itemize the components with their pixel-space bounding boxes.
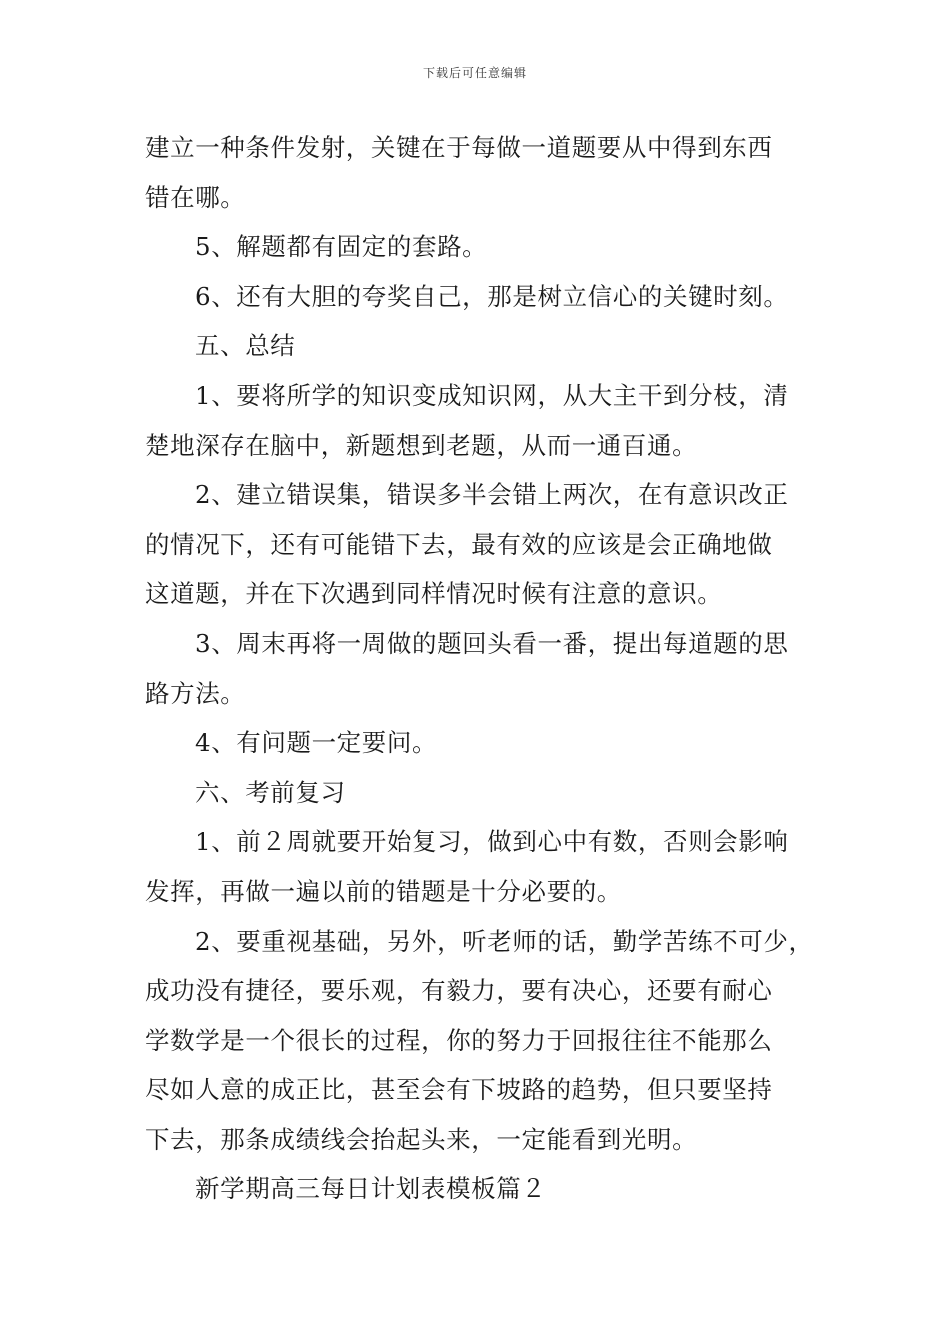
text-line: 建立一种条件发射，关键在于每做一道题要从中得到东西 bbox=[145, 133, 773, 162]
text-line: 4、有问题一定要问。 bbox=[195, 728, 438, 758]
text-line: 2、要重视基础，另外，听老师的话，勤学苦练不可少， bbox=[195, 926, 814, 956]
section-heading: 六、考前复习 bbox=[195, 777, 346, 807]
text-line: 5、解题都有固定的套路。 bbox=[195, 232, 488, 262]
section-title: 新学期高三每日计划表模板篇２ bbox=[195, 1174, 547, 1204]
section-heading: 五、总结 bbox=[195, 331, 296, 361]
page-header: 下载后可任意编辑 bbox=[422, 66, 527, 80]
text-line: 学数学是一个很长的过程，你的努力于回报往往不能那么 bbox=[145, 1025, 773, 1055]
text-line: 1、前２周就要开始复习，做到心中有数，否则会影响 bbox=[195, 827, 789, 857]
text-line: 6、还有大胆的夸奖自己，那是树立信心的关键时刻。 bbox=[195, 281, 789, 311]
text-line: 2、建立错误集，错误多半会错上两次，在有意识改正 bbox=[195, 480, 789, 510]
text-line: 楚地深存在脑中，新题想到老题，从而一通百通。 bbox=[145, 430, 698, 460]
text-line: 1、要将所学的知识变成知识网，从大主干到分枝，清 bbox=[195, 380, 789, 410]
text-line: 错在哪。 bbox=[145, 182, 246, 212]
text-line: 下去，那条成绩线会抬起头来，一定能看到光明。 bbox=[145, 1124, 698, 1154]
text-line: 3、周末再将一周做的题回头看一番，提出每道题的思 bbox=[195, 628, 789, 658]
text-line: 发挥，再做一遍以前的错题是十分必要的。 bbox=[145, 876, 622, 906]
text-line: 尽如人意的成正比，甚至会有下坡路的趋势，但只要坚持 bbox=[145, 1075, 773, 1105]
text-line: 的情况下，还有可能错下去，最有效的应该是会正确地做 bbox=[145, 529, 773, 559]
document-body bbox=[145, 123, 815, 1214]
text-line: 这道题，并在下次遇到同样情况时候有注意的意识。 bbox=[145, 579, 723, 609]
text-line: 路方法。 bbox=[145, 678, 246, 708]
text-line: 成功没有捷径，要乐观，有毅力，要有决心，还要有耐心 bbox=[145, 976, 773, 1006]
